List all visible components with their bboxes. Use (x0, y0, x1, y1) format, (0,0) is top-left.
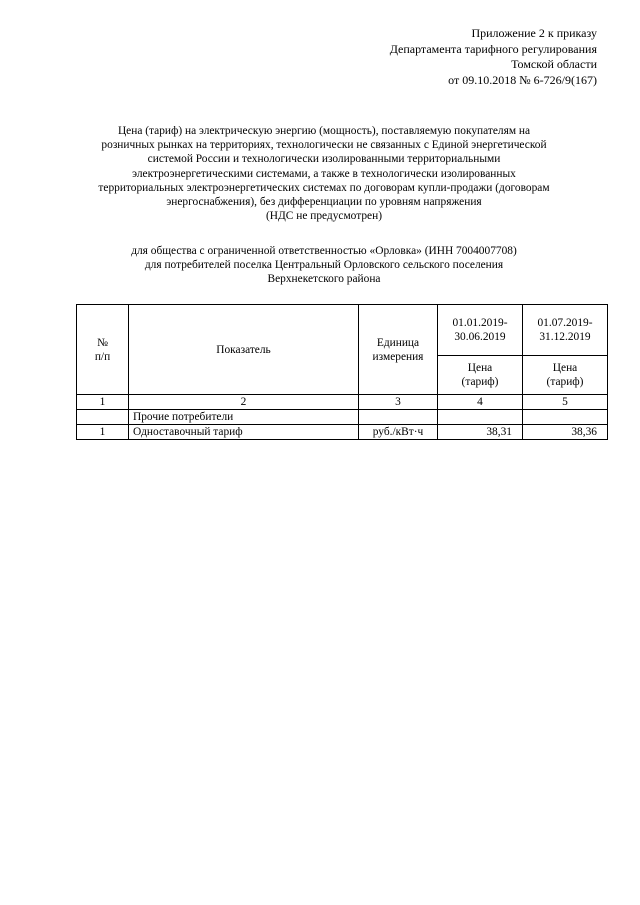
header-number (77, 305, 129, 395)
column-number-row (77, 395, 608, 410)
org-line: для общества с ограниченной ответственностью «Орловка» (ИНН 7004007708) (131, 245, 517, 257)
column-number: 1 (77, 395, 129, 410)
row-indicator: Одноставочный тариф (129, 425, 359, 440)
header-period-2 (523, 305, 608, 356)
tariff-table (76, 304, 608, 440)
column-number: 4 (438, 395, 523, 410)
price-2-line1: Цена (552, 362, 578, 374)
group-empty-cell (438, 410, 523, 425)
group-row (77, 410, 608, 425)
organization-block (70, 244, 578, 287)
document-title (70, 124, 578, 223)
title-line: территориальных электроэнергетических системах по договорам купли-продажи (договорам (98, 181, 550, 194)
row-price-1: 38,31 (438, 425, 523, 440)
appendix-line: Департамента тарифного регулирования (389, 41, 597, 56)
title-line: (НДС не предусмотрен) (266, 210, 382, 223)
column-number: 5 (523, 395, 608, 410)
table-header-row (77, 305, 608, 356)
title-line: розничных рынках на территориях, технологически не связанных с Единой энергетической (101, 139, 547, 152)
org-line: Верхнекетского района (267, 273, 381, 286)
column-number: 2 (129, 395, 359, 410)
title-line: электроэнергетическими системами, а также в технологически изолированных (132, 167, 516, 180)
group-label: Прочие потребители (129, 410, 359, 425)
title-line: Цена (тариф) на электрическую энергию (мощность), поставляемую покупателям на (117, 125, 531, 137)
price-2-line2: (тариф) (546, 376, 584, 388)
appendix-line: Приложение 2 к приказу (471, 26, 597, 40)
title-line: энергоснабжения), без дифференциации по уровням напряжения (166, 196, 482, 209)
row-price-2: 38,36 (523, 425, 608, 440)
title-line: системой России и технологически изолированными территориальными (147, 153, 501, 166)
group-empty-cell (359, 410, 438, 425)
period-2-end: 31.12.2019 (539, 331, 591, 343)
table-row (77, 425, 608, 440)
column-number: 3 (359, 395, 438, 410)
header-unit-line2: измерения (372, 350, 424, 363)
header-number-line1: № (97, 336, 108, 349)
row-number: 1 (77, 425, 129, 440)
org-line: для потребителей поселка Центральный Орловского сельского поселения (144, 259, 504, 272)
period-1-end: 30.06.2019 (454, 331, 506, 343)
header-price-1 (438, 356, 523, 395)
group-empty-cell (523, 410, 608, 425)
header-number-line2: п/п (94, 350, 111, 363)
header-unit (359, 305, 438, 395)
header-period-1 (438, 305, 523, 356)
appendix-line: Томской области (511, 57, 597, 71)
price-1-line2: (тариф) (461, 376, 499, 388)
appendix-header (390, 26, 597, 88)
period-2-start: 01.07.2019- (537, 317, 593, 329)
row-unit: руб./кВт·ч (359, 425, 438, 440)
group-empty-cell (77, 410, 129, 425)
header-unit-line1: Единица (376, 336, 420, 349)
price-1-line1: Цена (467, 362, 493, 374)
header-price-2 (523, 356, 608, 395)
header-indicator: Показатель (129, 305, 359, 395)
period-1-start: 01.01.2019- (452, 317, 508, 329)
appendix-date-line: от 09.10.2018 № 6-726/9(167) (448, 72, 597, 87)
